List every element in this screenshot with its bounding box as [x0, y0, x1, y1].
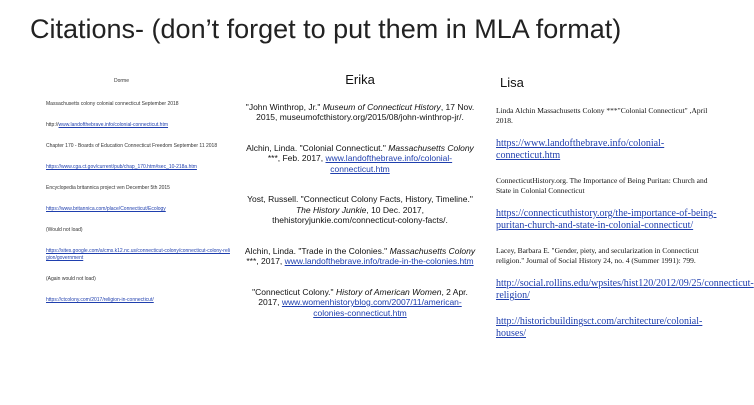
- citation-source-title: Massachusetts Colony: [388, 142, 474, 153]
- citation-link[interactable]: www.landofthebrave.info/colonial-connecticut.htm: [58, 122, 169, 128]
- citation-item: [46, 276, 231, 283]
- column-erika: [244, 72, 476, 338]
- citation-link-wrap: [496, 278, 754, 302]
- citation-link[interactable]: www.landofthebrave.info/colonial-connecticut.htm: [325, 153, 453, 174]
- citation-source-title: The History Junkie: [295, 204, 367, 215]
- citation-link[interactable]: http://historicbuildingsct.com/architecture/colonial-houses/: [496, 316, 703, 339]
- citation-text: Linda Alchin Massachusetts Colony ***"Colonial Connecticut" ,April 2018.: [496, 106, 708, 125]
- citation-link[interactable]: https://www.britannica.com/place/Connecticut/Ecology: [46, 206, 166, 212]
- citation-text: ***, Feb. 2017,: [267, 153, 326, 163]
- citation-source-title: Massachusetts Colony: [389, 245, 476, 256]
- citation-text: http://: [46, 122, 59, 128]
- citation-text: Lacey, Barbara E. "Gender, piety, and secularization in Connecticut religion." Journal of Social History 24, no. 4 (Summer 1991): 799.: [496, 246, 699, 265]
- citation-link-wrap: [496, 316, 718, 340]
- citation-text: Encyclopedia britannica project ven December 5th 2015: [46, 185, 170, 191]
- dorme-citation-list: [46, 101, 231, 304]
- citation-item: [46, 143, 231, 150]
- erika-citation-list: [244, 102, 476, 319]
- column-header-lisa: Lisa: [500, 75, 524, 90]
- citation-link-wrap: [496, 208, 718, 232]
- column-header-dorme: Dorme: [114, 78, 130, 84]
- citation-item: [46, 164, 231, 171]
- citation-item: [244, 102, 476, 123]
- citation-text: , 2 Apr. 2017,: [258, 286, 468, 307]
- citation-item: [244, 287, 476, 319]
- citation-item: [46, 185, 231, 192]
- citation-link[interactable]: https://connecticuthistory.org/the-importance-of-being-puritan-church-and-state-in-colonial-connecticut/: [496, 208, 717, 231]
- citation-text: "Connecticut Colony.": [252, 286, 336, 297]
- citation-link[interactable]: https://www.landofthebrave.info/colonial-connecticut.htm: [496, 138, 665, 161]
- citation-text: , 10 Dec. 2017, thehistoryjunkie.com/connecticut-colony-facts/.: [272, 204, 448, 225]
- citation-link-wrap: [496, 138, 718, 162]
- citation-item: [244, 143, 476, 175]
- slide-title: Citations- (don’t forget to put them in MLA format): [30, 14, 622, 44]
- citation-item: [46, 227, 231, 234]
- citation-link[interactable]: https://www.cga.ct.gov/current/pub/chap_170.htm#sec_10-218a.htm: [46, 164, 197, 170]
- citation-link[interactable]: https://sites.google.com/a/cms.k12.nc.us/connecticut-colony/connecticut-colony-religion/government: [46, 248, 230, 261]
- citation-text: Alchin, Linda. "Colonial Connecticut.": [246, 142, 389, 153]
- citation-link[interactable]: http://social.rollins.edu/wpsites/hist120/2012/09/25/connecticut-religion/: [496, 278, 754, 301]
- citation-text: Alchin, Linda. "Trade in the Colonies.": [244, 245, 390, 256]
- citation-link[interactable]: www.landofthebrave.info/trade-in-the-colonies.htm: [284, 256, 474, 266]
- citation-link[interactable]: www.womenhistoryblog.com/2007/11/american-colonies-connecticut.htm: [281, 297, 462, 318]
- citation-text: , 17 Nov. 2015, museumofcthistory.org/2015/08/john-winthrop-jr/.: [256, 101, 475, 122]
- citation-text: "John Winthrop, Jr.": [245, 101, 323, 112]
- column-dorme: [46, 78, 231, 318]
- citation-item: [46, 101, 231, 108]
- citation-text: (Would not load): [46, 227, 83, 233]
- citation-source-title: History of American Women: [335, 286, 442, 297]
- citation-text: ConnecticutHistory.org. The Importance of Being Puritan: Church and State in Colonial Connecticut: [496, 176, 708, 195]
- citation-link[interactable]: https://ctcolony.com/2017/religion-in-connecticut/: [46, 297, 154, 303]
- citation-item: [46, 122, 231, 129]
- citation-text: ***, 2017,: [246, 256, 285, 266]
- citation-text: Yost, Russell. "Connecticut Colony Facts, History, Timeline.": [247, 194, 473, 204]
- citation-text: Massachusetts colony colonial connecticut September 2018: [46, 101, 179, 107]
- column-lisa: [496, 75, 754, 354]
- citation-item: [244, 194, 476, 226]
- column-header-erika: Erika: [345, 72, 375, 87]
- citation-item: [244, 246, 476, 267]
- citation-text: (Again would not load): [46, 276, 96, 282]
- citation-source-title: Museum of Connecticut History: [322, 101, 441, 112]
- citation-item: [46, 297, 231, 304]
- citation-item: [46, 206, 231, 213]
- citation-text: Chapter 170 - Boards of Education Connecticut Freedom September 11 2018: [46, 143, 218, 149]
- citation-item: [46, 248, 231, 262]
- lisa-citation-list: [496, 106, 754, 340]
